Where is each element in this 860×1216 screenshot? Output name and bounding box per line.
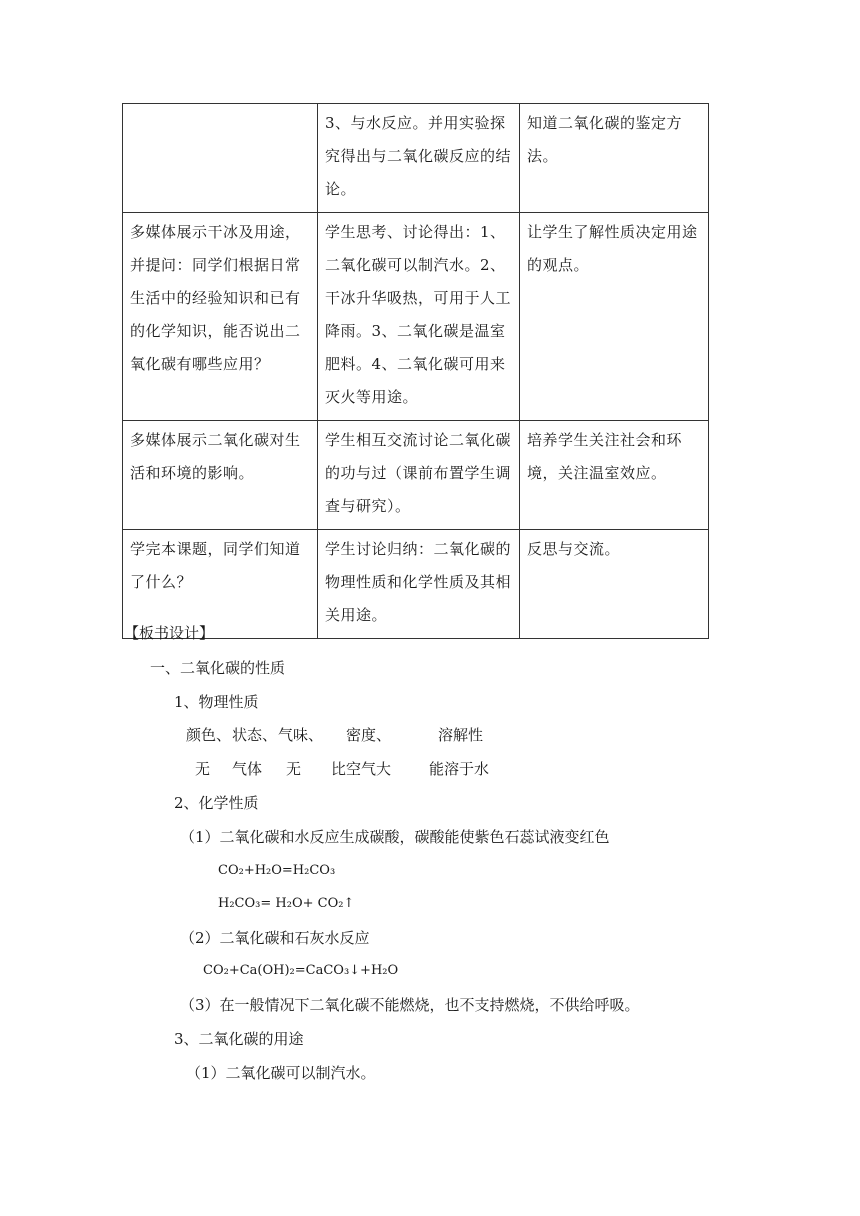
table-cell [123,104,318,213]
board-design-heading: 【板书设计】 [124,624,215,642]
value-odor: 无 [286,760,302,778]
table-cell: 学生思考、讨论得出：1、二氧化碳可以制汽水。2、干冰升华吸热，可用于人工降雨。3、二氧化碳是温室肥料。4、二氧化碳可用来灭火等用途。 [318,213,520,421]
value-solubility: 能溶于水 [429,760,490,778]
table-cell: 培养学生关注社会和环境，关注温室效应。 [520,421,709,530]
value-density: 比空气大 [331,760,392,778]
prop-color: 颜色、 [186,726,232,744]
table-row [123,213,709,421]
table-cell: 反思与交流。 [520,530,709,639]
table-cell: 3、与水反应。并用实验探究得出与二氧化碳反应的结论。 [318,104,520,213]
prop-state: 状态、 [232,726,278,744]
use-1: （1）二氧化碳可以制汽水。 [186,1064,376,1082]
chemical-property-2: （2）二氧化碳和石灰水反应 [180,929,370,947]
table-cell: 学生讨论归纳：二氧化碳的物理性质和化学性质及其相关用途。 [318,530,520,639]
table-row [123,104,709,213]
equation-1: CO₂+H₂O=H₂CO₃ [218,863,336,878]
chemical-properties-title: 2、化学性质 [174,794,259,812]
section-properties: 一、二氧化碳的性质 [150,659,286,677]
chemical-property-1: （1）二氧化碳和水反应生成碳酸，碳酸能使紫色石蕊试液变红色 [180,828,610,846]
table-cell: 多媒体展示干冰及用途，并提问：同学们根据日常生活中的经验知识和已有的化学知识，能否说出二氧化碳有哪些应用？ [123,213,318,421]
table-cell: 多媒体展示二氧化碳对生活和环境的影响。 [123,421,318,530]
uses-title: 3、二氧化碳的用途 [174,1030,304,1048]
chemical-property-3: （3）在一般情况下二氧化碳不能燃烧，也不支持燃烧，不供给呼吸。 [180,996,640,1014]
prop-solubility: 溶解性 [438,726,484,744]
prop-odor: 气味、 [278,726,324,744]
lesson-table [122,103,709,639]
table-cell: 知道二氧化碳的鉴定方法。 [520,104,709,213]
table-cell: 学完本课题，同学们知道了什么？ [123,530,318,639]
physical-properties-title: 1、物理性质 [174,693,259,711]
value-state: 气体 [232,760,263,778]
table-row [123,421,709,530]
prop-density: 密度、 [346,726,392,744]
value-color: 无 [195,760,211,778]
equation-2: H₂CO₃= H₂O+ CO₂↑ [218,896,355,911]
table-cell: 学生相互交流讨论二氧化碳的功与过（课前布置学生调查与研究）。 [318,421,520,530]
equation-3: CO₂+Ca(OH)₂=CaCO₃↓+H₂O [203,963,399,978]
table-cell: 让学生了解性质决定用途的观点。 [520,213,709,421]
